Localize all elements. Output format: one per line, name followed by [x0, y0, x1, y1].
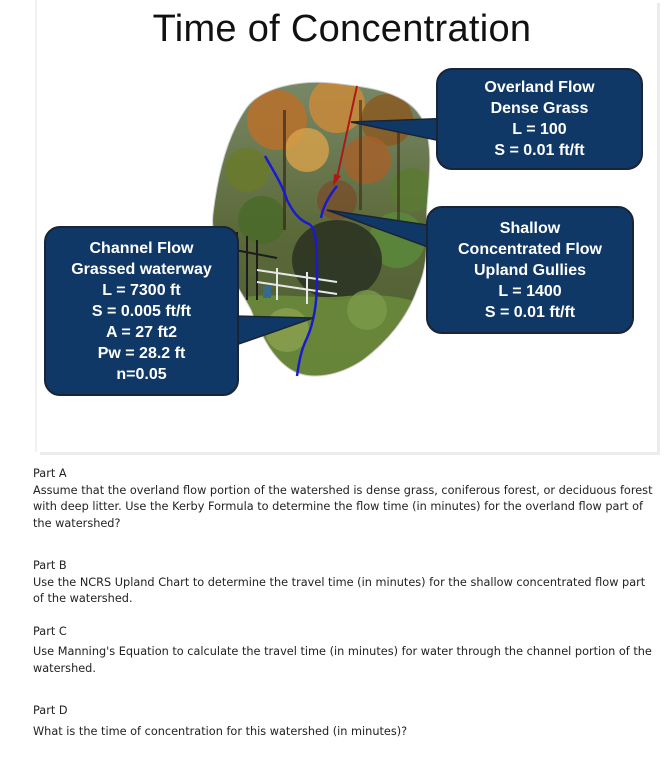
- question-text: What is the time of concentration for this watershed (in minutes)?: [33, 724, 408, 738]
- callout-line: Channel Flow: [89, 239, 194, 257]
- question-label: Part B: [33, 559, 67, 572]
- callout-line: L = 100: [512, 121, 567, 138]
- figure-title: Time of Concentration: [152, 8, 532, 50]
- callout-line: Pw = 28.2 ft: [97, 344, 186, 362]
- callout-line: n=0.05: [116, 365, 167, 383]
- callout-line: Overland Flow: [484, 79, 595, 96]
- question-text: Use Manning's Equation to calculate the travel time (in minutes) for water through the channel portion of the watershed.: [33, 645, 652, 675]
- question-list: [33, 466, 659, 740]
- question-label: Part D: [33, 704, 68, 717]
- question-text: Use the NCRS Upland Chart to determine the travel time (in minutes) for the shallow concentrated flow part of the watershed.: [33, 575, 646, 605]
- callout-overland-flow: [436, 68, 643, 170]
- question-part-d: [33, 703, 659, 740]
- callout-shallow-flow: [426, 206, 634, 334]
- callout-line: A = 27 ft2: [106, 323, 177, 341]
- callout-line: Concentrated Flow: [457, 240, 602, 258]
- callout-line: Shallow: [499, 219, 561, 237]
- question-part-b: [33, 558, 659, 608]
- callout-line: Upland Gullies: [473, 261, 586, 279]
- callout-channel-flow: [44, 226, 239, 396]
- callout-line: L = 1400: [498, 282, 562, 300]
- question-part-a: [33, 466, 659, 532]
- question-text: Assume that the overland flow portion of the watershed is dense grass, coniferous forest, or deciduous forest with deep litter. Use the Kerby Formula to determine the flow time (in minutes) for the overland flow part of the watershed?: [33, 483, 653, 530]
- callout-line: S = 0.005 ft/ft: [91, 302, 192, 320]
- callout-line: S = 0.01 ft/ft: [484, 303, 576, 321]
- callout-line: L = 7300 ft: [102, 281, 181, 299]
- question-label: Part C: [33, 624, 67, 638]
- question-part-c: [33, 624, 659, 678]
- question-label: Part A: [33, 467, 67, 480]
- figure-panel: [37, 0, 657, 452]
- callout-line: Dense Grass: [490, 100, 589, 117]
- callout-line: S = 0.01 ft/ft: [494, 142, 585, 159]
- callout-line: Grassed waterway: [71, 260, 212, 278]
